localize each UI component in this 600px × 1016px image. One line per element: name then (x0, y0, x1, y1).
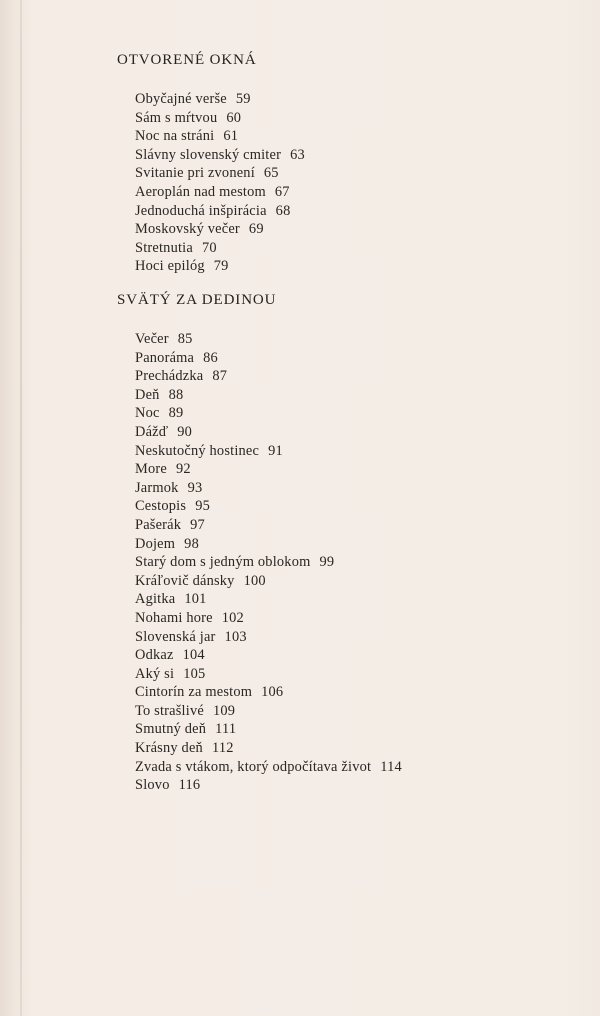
entry-title: Cestopis (135, 498, 187, 515)
page-gutter (20, 0, 22, 1016)
entry-title: Aký si (135, 665, 175, 682)
toc-entry (135, 257, 305, 276)
entry-page-number: 91 (268, 442, 283, 459)
toc-entry (135, 572, 402, 591)
toc-entry (135, 183, 305, 202)
toc-entry (135, 776, 402, 795)
section-title: SVÄTÝ ZA DEDINOU (117, 292, 277, 308)
entry-title: Slávny slovenský cmiter (135, 146, 282, 163)
toc-entry (135, 423, 402, 442)
toc-list (135, 330, 402, 795)
entry-title: Nohami hore (135, 609, 213, 626)
entry-page-number: 114 (380, 758, 402, 775)
toc-entry (135, 239, 305, 258)
entry-page-number: 59 (235, 91, 251, 107)
entry-title: Smutný deň (135, 721, 207, 738)
toc-entry (135, 739, 402, 758)
toc-entry (135, 460, 402, 479)
entry-title: More (135, 461, 167, 478)
toc-entry (135, 720, 402, 739)
entry-page-number: 104 (182, 647, 205, 664)
toc-entry (135, 330, 402, 349)
entry-title: Krásny deň (135, 740, 203, 757)
toc-entry (135, 404, 402, 423)
entry-title: Panoráma (135, 349, 195, 366)
toc-entry (135, 609, 402, 628)
entry-page-number: 67 (274, 183, 290, 200)
entry-page-number: 111 (215, 721, 237, 738)
entry-title: Dážď (135, 423, 169, 440)
entry-page-number: 102 (221, 609, 244, 626)
toc-entry (135, 442, 402, 461)
entry-title: Aeroplán nad mestom (135, 183, 266, 200)
entry-page-number: 63 (290, 146, 305, 163)
toc-entry (135, 553, 402, 572)
toc-entry (135, 202, 305, 221)
toc-entry (135, 683, 402, 702)
entry-page-number: 69 (248, 221, 264, 238)
toc-entry (135, 702, 402, 721)
entry-title: Pašerák (135, 516, 182, 533)
entry-page-number: 95 (195, 498, 210, 515)
entry-title: Odkaz (135, 647, 174, 664)
entry-page-number: 85 (177, 331, 193, 347)
entry-title: Slovo (135, 777, 170, 794)
entry-page-number: 92 (175, 461, 191, 478)
entry-title: Neskutočný hostinec (135, 442, 260, 459)
toc-list (135, 90, 305, 276)
entry-title: Kráľovič dánsky (135, 572, 235, 589)
entry-page-number: 60 (226, 109, 242, 126)
entry-title: Sám s mŕtvou (135, 109, 218, 126)
entry-page-number: 89 (168, 405, 184, 422)
toc-entry (135, 665, 402, 684)
entry-page-number: 103 (224, 628, 247, 645)
toc-entry (135, 164, 305, 183)
entry-page-number: 112 (211, 740, 234, 757)
entry-page-number: 68 (275, 202, 291, 219)
entry-page-number: 79 (213, 258, 229, 275)
entry-title: Moskovský večer (135, 221, 240, 238)
entry-page-number: 105 (183, 665, 206, 682)
entry-title: Jednoduchá inšpirácia (135, 202, 267, 219)
entry-title: Večer (135, 331, 169, 347)
entry-page-number: 70 (201, 239, 217, 256)
entry-title: Obyčajné verše (135, 91, 227, 107)
entry-page-number: 101 (184, 591, 207, 608)
toc-entry (135, 516, 402, 535)
entry-page-number: 109 (212, 702, 236, 719)
entry-title: Cintorín za mestom (135, 684, 253, 701)
entry-page-number: 65 (263, 165, 279, 182)
entry-title: To strašlivé (135, 702, 204, 719)
toc-entry (135, 349, 402, 368)
entry-title: Hoci epilóg (135, 258, 205, 275)
entry-page-number: 98 (184, 535, 199, 552)
toc-entry (135, 535, 402, 554)
entry-title: Starý dom s jedným oblokom (135, 554, 311, 571)
entry-page-number: 100 (243, 572, 266, 589)
toc-entry (135, 90, 305, 109)
entry-title: Zvada s vtákom, ktorý odpočítava život (135, 758, 372, 775)
toc-entry (135, 386, 402, 405)
entry-page-number: 88 (168, 386, 184, 403)
toc-entry (135, 367, 402, 386)
toc-entry (135, 590, 402, 609)
entry-page-number: 99 (319, 554, 335, 571)
toc-entry (135, 479, 402, 498)
entry-title: Dojem (135, 535, 176, 552)
entry-page-number: 90 (177, 423, 193, 440)
entry-page-number: 106 (261, 684, 284, 701)
toc-entry (135, 146, 305, 165)
toc-entry (135, 497, 402, 516)
entry-title: Jarmok (135, 479, 179, 496)
entry-page-number: 116 (178, 777, 201, 794)
entry-page-number: 87 (212, 368, 228, 385)
toc-entry (135, 628, 402, 647)
entry-title: Agitka (135, 591, 176, 608)
toc-entry (135, 646, 402, 665)
toc-entry (135, 758, 402, 777)
entry-title: Svitanie pri zvonení (135, 165, 255, 182)
entry-page-number: 86 (203, 349, 218, 366)
entry-title: Stretnutia (135, 239, 193, 256)
entry-page-number: 97 (190, 516, 205, 533)
entry-title: Noc na stráni (135, 128, 215, 145)
section-title: OTVORENÉ OKNÁ (117, 52, 257, 68)
toc-entry (135, 127, 305, 146)
toc-entry (135, 109, 305, 128)
entry-page-number: 61 (223, 128, 239, 145)
entry-title: Noc (135, 405, 160, 422)
entry-page-number: 93 (187, 479, 203, 496)
entry-title: Prechádzka (135, 368, 204, 385)
entry-title: Slovenská jar (135, 628, 216, 645)
entry-title: Deň (135, 386, 160, 403)
toc-entry (135, 220, 305, 239)
